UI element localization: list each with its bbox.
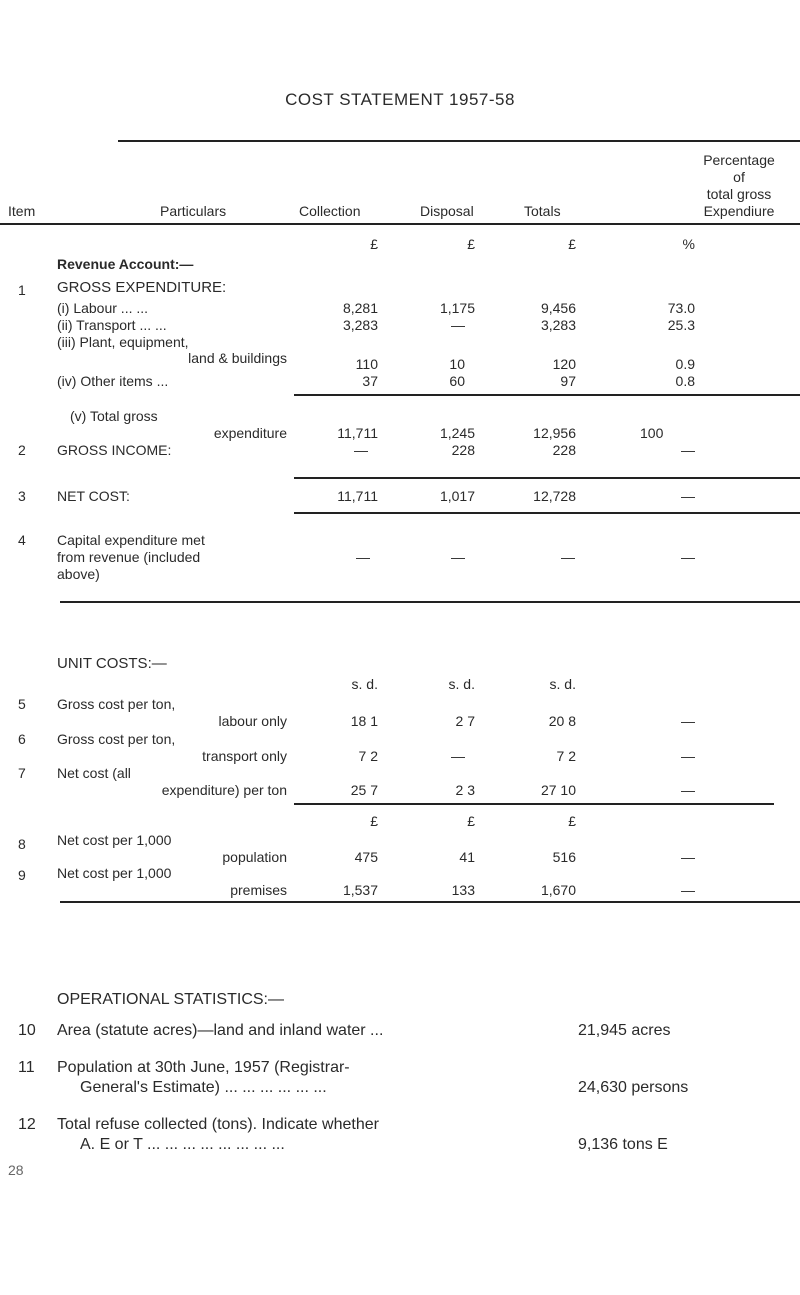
stat-11-value: 24,630 persons xyxy=(578,1079,689,1096)
row-plant-label-1: (iii) Plant, equipment, xyxy=(57,334,189,350)
item-7-number: 7 xyxy=(18,765,26,781)
item-7-percentage: — xyxy=(681,782,695,798)
item-7-label-1: Net cost (all xyxy=(57,765,131,781)
item-2-percentage: — xyxy=(681,442,695,458)
unit-disposal: £ xyxy=(467,236,475,252)
item-8-percentage: — xyxy=(681,849,695,865)
revenue-account-label: Revenue Account:— xyxy=(57,256,194,272)
pound-totals: £ xyxy=(568,813,576,829)
row-plant-collection: 110 xyxy=(355,356,378,372)
item-1-number: 1 xyxy=(18,282,26,298)
item-3-disposal: 1,017 xyxy=(439,488,475,504)
item-5-number: 5 xyxy=(18,696,26,712)
table-top-rule xyxy=(118,140,800,142)
total-gross-label-1: (v) Total gross xyxy=(70,408,158,424)
item-9-label-1: Net cost per 1,000 xyxy=(57,865,172,881)
stat-12-label-1: Total refuse collected (tons). Indicate whether xyxy=(57,1116,379,1133)
item-4-label-2: from revenue (included xyxy=(57,549,201,565)
item-3-totals: 12,728 xyxy=(533,488,576,504)
item-2-collection: — xyxy=(354,442,368,458)
page-number: 28 xyxy=(8,1162,24,1178)
unit-percentage: % xyxy=(682,236,695,252)
header-percentage-3: total gross xyxy=(706,186,772,202)
total-gross-collection: 11,711 xyxy=(337,425,378,441)
unit-costs-mid-rule xyxy=(294,803,774,805)
item-3-label: NET COST: xyxy=(57,488,130,504)
header-percentage-1: Percentage xyxy=(703,152,775,168)
row-other-label: (iv) Other items ... xyxy=(57,373,169,389)
unit-totals: £ xyxy=(568,236,576,252)
item-7-label-2: expenditure) per ton xyxy=(161,782,287,798)
item-4-number: 4 xyxy=(18,532,26,548)
item-9-number: 9 xyxy=(18,867,26,883)
item-8-disposal: 41 xyxy=(459,849,475,865)
unit-collection: £ xyxy=(370,236,378,252)
item-6-label-1: Gross cost per ton, xyxy=(57,731,176,747)
item-4-label-1: Capital expenditure met xyxy=(57,532,205,548)
stat-11-label-2: General's Estimate) ... ... ... ... ... ... xyxy=(80,1079,327,1096)
total-gross-label-2: expenditure xyxy=(213,425,287,441)
item-8-totals: 516 xyxy=(552,849,576,865)
row-transport-disposal: — xyxy=(451,317,465,333)
stat-12-number: 12 xyxy=(18,1116,36,1133)
item-9-disposal: 133 xyxy=(451,882,475,898)
row-plant-percentage: 0.9 xyxy=(675,356,695,372)
header-percentage-2: of xyxy=(733,169,745,185)
item-2-disposal: 228 xyxy=(451,442,475,458)
item-2-label: GROSS INCOME: xyxy=(57,442,172,458)
item-6-collection: 7 2 xyxy=(358,748,378,764)
row-labour-collection: 8,281 xyxy=(342,300,378,316)
row-transport-collection: 3,283 xyxy=(342,317,378,333)
item-6-totals: 7 2 xyxy=(556,748,576,764)
header-disposal: Disposal xyxy=(420,203,474,219)
row-transport-totals: 3,283 xyxy=(540,317,576,333)
item-9-percentage: — xyxy=(681,882,695,898)
stat-11-number: 11 xyxy=(18,1059,35,1076)
item-9-collection: 1,537 xyxy=(342,882,378,898)
row-plant-disposal: 10 xyxy=(449,356,465,372)
header-bottom-rule xyxy=(0,223,800,225)
header-percentage-4: Expendiure xyxy=(703,203,775,219)
subtotal-rule xyxy=(294,394,800,396)
item-5-totals: 20 8 xyxy=(548,713,576,729)
section-end-rule xyxy=(60,601,800,603)
row-other-disposal: 60 xyxy=(449,373,465,389)
item-4-percentage: — xyxy=(681,549,695,565)
stat-12-label-2: A. E or T ... ... ... ... ... ... ... ... xyxy=(80,1136,285,1153)
header-item: Item xyxy=(8,203,36,219)
operational-heading: OPERATIONAL STATISTICS:— xyxy=(57,991,284,1008)
item-7-disposal: 2 3 xyxy=(455,782,475,798)
unit-costs-end-rule xyxy=(60,901,800,903)
stat-11-label-1: Population at 30th June, 1957 (Registrar- xyxy=(57,1059,350,1076)
sd-totals: s. d. xyxy=(549,676,576,692)
pound-collection: £ xyxy=(370,813,378,829)
item-2-totals: 228 xyxy=(552,442,576,458)
pound-disposal: £ xyxy=(467,813,475,829)
stat-10-number: 10 xyxy=(18,1022,36,1039)
net-cost-bottom-rule xyxy=(294,512,800,514)
item-1-label: GROSS EXPENDITURE: xyxy=(57,279,227,296)
row-plant-label-2: land & buildings xyxy=(188,350,287,366)
net-cost-top-rule xyxy=(294,477,800,479)
item-5-collection: 18 1 xyxy=(350,713,378,729)
item-5-label-2: labour only xyxy=(218,713,287,729)
item-7-collection: 25 7 xyxy=(350,782,378,798)
sd-collection: s. d. xyxy=(351,676,378,692)
item-4-collection: — xyxy=(356,549,370,565)
item-4-totals: — xyxy=(561,549,575,565)
sd-disposal: s. d. xyxy=(448,676,475,692)
item-6-label-2: transport only xyxy=(202,748,287,764)
row-other-totals: 97 xyxy=(560,373,576,389)
item-9-totals: 1,670 xyxy=(540,882,576,898)
item-4-disposal: — xyxy=(451,549,465,565)
item-5-label-1: Gross cost per ton, xyxy=(57,696,176,712)
item-8-label-2: population xyxy=(222,849,287,865)
row-labour-totals: 9,456 xyxy=(540,300,576,316)
row-transport-label: (ii) Transport ... ... xyxy=(57,317,167,333)
page-title: COST STATEMENT 1957-58 xyxy=(285,90,515,109)
row-other-percentage: 0.8 xyxy=(675,373,695,389)
item-9-label-2: premises xyxy=(230,882,287,898)
unit-costs-heading: UNIT COSTS:— xyxy=(57,655,167,672)
item-5-disposal: 2 7 xyxy=(455,713,475,729)
header-collection: Collection xyxy=(299,203,361,219)
item-8-label-1: Net cost per 1,000 xyxy=(57,832,172,848)
stat-12-value: 9,136 tons E xyxy=(578,1136,668,1153)
item-3-percentage: — xyxy=(681,488,695,504)
item-6-disposal: — xyxy=(451,748,465,764)
item-2-number: 2 xyxy=(18,442,26,458)
item-8-collection: 475 xyxy=(354,849,378,865)
header-totals: Totals xyxy=(524,203,561,219)
stat-10-value: 21,945 acres xyxy=(578,1022,671,1039)
total-gross-percentage: 100 xyxy=(640,425,664,441)
row-labour-disposal: 1,175 xyxy=(439,300,475,316)
item-6-number: 6 xyxy=(18,731,26,747)
item-3-collection: 11,711 xyxy=(337,488,378,504)
item-7-totals: 27 10 xyxy=(540,782,576,798)
row-labour-percentage: 73.0 xyxy=(667,300,695,316)
total-gross-totals: 12,956 xyxy=(533,425,576,441)
row-plant-totals: 120 xyxy=(552,356,576,372)
item-5-percentage: — xyxy=(681,713,695,729)
row-labour-label: (i) Labour ... ... xyxy=(57,300,149,316)
item-8-number: 8 xyxy=(18,836,26,852)
header-particulars: Particulars xyxy=(160,203,227,219)
item-6-percentage: — xyxy=(681,748,695,764)
total-gross-disposal: 1,245 xyxy=(439,425,475,441)
item-4-label-3: above) xyxy=(57,566,100,582)
row-other-collection: 37 xyxy=(362,373,378,389)
item-3-number: 3 xyxy=(18,488,26,504)
row-transport-percentage: 25.3 xyxy=(667,317,695,333)
stat-10-label: Area (statute acres)—land and inland water ... xyxy=(57,1022,384,1039)
